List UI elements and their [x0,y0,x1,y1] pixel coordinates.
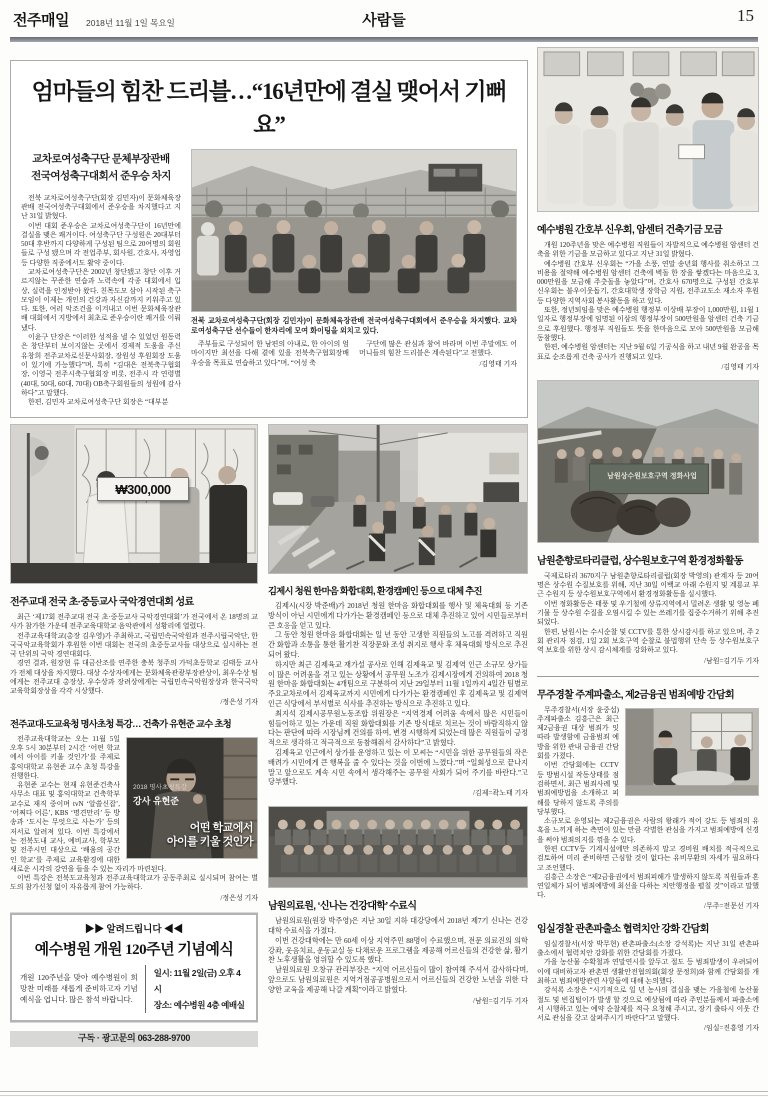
jesus-hospital-photo [537,47,759,212]
byline: /남원=김기두 기자 [473,996,528,1005]
lead-photo [191,149,517,312]
article-headline-gukak: 전주교대 전국 초·중등교사 국악경연대회 성료 [10,597,194,608]
notice-body: 개원 120주년을 맞아 예수병원이 희망찬 미래를 새롭게 준비하고자 기념예식을 엽니다. 많은 참석 바랍니다. [20,973,138,1005]
paragraph: 유현준 교수는 현재 유현준건축사 사무소 대표 및 홍익대학교 건축학부 교수로 재직 중이며 tvN ‘알쓸신잡’, ‘어쩌다 어른’, KBS ‘명견만리’ 등 방송과 ‘도시는 무엇으로 사는가’ 등의 저서로 알려져 있다. 이번 특강에서는 전북도내 교사, 예비교사, 학부모 및 전주시민 대상으로 ‘배움의 공간인 학교’를 주제로 교육환경에 대한 새로운 시각의 강연을 들을 수 있는 자리가 마련된다. [10,781,167,873]
byline: /김영태 기자 [721,362,759,371]
paragraph: 경연 결과, 원장현 류 대금산조를 연주한 충북 청주의 가덕초등학교 김태등 교사가 전체 대상을 차지했다. 대상 수상자에게는 문화체육관광부장관상이, 최우수상 팀에게는 전주교대 총장상, 우수상과 장려상에게는 국립민속국악원장상과 한국국악교육학회장상을 각각 시상했다. [10,659,258,696]
article-body-rotary [537,572,759,666]
section-divider [537,676,759,677]
paragraph: 이번 정화활동은 태풍 및 우기철에 상류지역에서 밀려온 생활 및 영농 폐기물 등 상수원 수질을 오염시킬 수 있는 쓰레기를 집중수거하기 위해 추진되었다. [537,599,759,627]
paragraph: 하지만 최근 김제육교 재가설 공사로 인해 김제육교 및 김제역 인근 소규모 상가들이 많은 어려움을 겪고 있는 상황에서 공무원 노조가 김제시장에게 건의하여 2018 청원 한마음 화합대회는 4개팀으로 구분하여 지난 29일부터 11월 1일까지 4일간 팀별로 주요교차로에서 김제육교까지 시민에게 다가가는 환경캠페인 후 김제육교 및 김제역 인근 식당에서 부서별로 식사를 추진하는 방식으로 추진하고 있다. [268,660,528,708]
paragraph: 한편 CCTV등 기계시설에만 의존하지 말고 경비원 배치를 적극적으로 검토하여 미리 준비하면 근심할 것이 없다는 유비무환의 자세가 필요하다고 조언했다. [537,844,759,872]
paragraph: 남원의료원(원장 박주영)은 지난 30일 지하 대강당에서 2018년 제7기 신나는 건강대학 수료식을 가졌다. [268,917,528,935]
header-rule [10,37,758,42]
paragraph: 김제육교 인근에서 상가를 운영하고 있는 이 모씨는 “시민을 위한 공무원들의 작은 배려가 시민에게 큰 행복을 줄 수 있다는 것을 이번에 느꼈다.”며 “일회성으로 끝나지 말고 앞으로도 계속 시민 속에서 생각해주는 공무원 사회가 되어 주기를 바란다.”고 당부했다. [268,748,528,787]
check-amount: ₩300,000 [115,482,171,497]
article-headline-namwon-health: 남원의료원, ‘신나는 건강대학’ 수료식 [268,901,417,913]
soccer-team-photo-illustration [192,150,516,311]
article-body-imsil [537,940,759,1034]
article-headline-gimje: 김제시 청원 한마음 화합대회, 환경캠페인 등으로 대체 추진 [268,586,482,596]
police-meeting-illustration [626,709,758,795]
masthead: 전주매일 [13,12,69,29]
byline: /정은성 기자 [220,893,258,902]
check-presentation-illustration [11,425,257,583]
paragraph: 가을 농산물 수확철과 연말연시를 앞두고 절도 등 범죄발생이 우려되어 이에 대비하고자 관촌면 생활안전협의회(회장 문정희)와 함께 간담회를 개최하고 범죄예방관련 사항들에 대해 논의했다. [537,958,759,985]
paragraph: 남원의료원 오창규 관리부장은 “지역 어르신들이 많이 참여해 주셔서 감사하다며, 앞으로도 남원의료원은 지역거점공공병원으로서 어르신들의 건강한 노년을 위한 다양한 교육을 제공해 나갈 계획”이라고 밝혔다. [268,966,528,994]
nurses-donation-illustration [538,48,758,211]
bottom-rule-secondary [0,1095,768,1096]
notice-meta [145,965,248,1013]
notice-kicker: ▶▶ 알려드립니다 ◀◀ [84,923,184,935]
gimje-campaign-photo [268,424,528,574]
article-body-gukak [10,613,258,707]
paragraph: 전주교육대학교는 오는 11월 5일 오후 5시 30분부터 2시간 ‘어떤 학교에서 아이를 키울 것인가’를 주제로 홍익대학교 유현준 교수 초청 특강을 진행한다. [10,734,120,780]
paragraph: 한편, 남원시는 수시순찰 및 CCTV를 통한 상시감시를 하고 있으며, 주 2회 관리자 점검, 1일 2회 보호구역 순찰로 불법행위 단속 등 상수원보호구역 보호를 위한 상시 감시체계를 강화하고 있다. [537,627,759,655]
left-column [10,424,258,1086]
lead-subhead-line2: 전국여성축구대회서 준우승 차지 [31,170,171,183]
paragraph: 그 동안 청원 한마음 화합대회는 일 년 동안 고생한 직원들의 노고를 격려하고 직원간 화합과 소통을 통한 활기찬 직장문화 조성 취지로 행사 후 체육대회 방식으로 추진되어 왔다. [268,631,528,659]
byline: /남원=김기두 기자 [704,656,759,665]
byline: /정은성 기자 [220,697,258,706]
muju-meeting-photo [625,708,759,796]
lecture-poster-speaker: 강사 유현준 [133,795,179,806]
right-column [537,47,759,1092]
paragraph: 국제로타리 3670지구 남원춘향로타리클럽(회장 박영의) 관계자 등 20여명은 상수원 수질보호를 위해, 지난 30일 이백교 아래 수원지 및 계룡교 부근 수원지 등 상수원보호구역에서 환경정화활동을 실시했다. [537,571,759,599]
article-headline-lecture: 전주교대-도교육청 명사초청 특강… 건축가 유현준 교수 초청 [10,718,232,729]
paragraph: 최근 ‘제17회 전주교대 전국 초·중등교사 국악경연대회’가 전국에서 온 18명의 교사가 참가한 가운데 전주교육대학교 음악관에서 성황리에 열렸다. [10,613,258,631]
paragraph: 소규모로 운영되는 제2금융권은 사람의 왕래가 적어 강도 등 범죄의 유혹을 느끼게 하는 측면이 있는 만큼 각별한 관심을 가지고 범죄예방에 신경을 써야 범죄의지를 꺾을 수 있다. [537,817,759,844]
paragraph: 전북 교차로여성축구단(회장 김민자)이 문화체육장관배 전국여성축구대회에서 준우승을 차지했다고 지난 31일 밝혔다. [21,193,181,221]
paragraph: 이번 대회 준우승은 교차로여성축구단이 16년만에 결실을 맺은 쾌거이다. 여성축구단 구성원은 20대부터 50대 후반까지 다양하게 구성된 팀으로 20여명의 회원들로 구성 됐으며 각 전업주부, 회사원, 간호사, 자영업 등 다양한 직종에서도 활약 중이다. [21,221,181,267]
paragraph: 교차로여성축구단은 2002년 창단됐고 창단 이후 거르지않는 꾸준한 연습과 노력속에 각종 대회에서 입상, 실력을 인정받아 왔다. 친목도모 삼아 시작된 축구모임이 이제는 개인의 건강과 자신감까지 키워주고 있다. 또한, 여러 악조건을 이겨내고 이번 문화체육장관배 대회에서 지방에서 최초로 준우승이란 쾌거를 이뤄냈다. [21,268,181,332]
paragraph: 김제시(시장 박준배)가 2018년 청원 한마음 화합대회를 행사 및 체육대회 등 기존 방식이 아닌 시민에게 다가가는 환경캠페인 등으로 대체 추진하고 있어 시민들로부터 큰 호응을 얻고 있다. [268,602,528,630]
paragraph: 임실경찰서(서장 박무현) 관촌파출소(소장 강석록)는 지난 31일 관촌파출소에서 협력치안 강화를 위한 간담회를 가졌다. [537,939,759,958]
middle-column [268,424,528,1086]
donation-check [97,477,189,501]
lead-photo-caption: 전북 교차로여성축구단(회장 김민자)이 문화체육장관배 전국여성축구대회에서 준우승을 차지했다. 교차로여성축구단 선수들이 한자리에 모여 화이팅을 외치고 있다. [191,316,517,335]
paragraph: 전주교육대학교(총장 김우영)가 주최하고, 국립민속국악원과 전주시립국악단, 한국국악교육학회가 후원한 이번 대회는 전국의 초중등교사들 대상으로 실시하는 전국 단위의 국악 경연대회다. [10,631,258,659]
paragraph: 예수병원 간호부 신우회는 “가을 소풍, 연말 송년회 행사를 취소하고 그 비용을 절약해 예수병원 암센터 건축에 벽돌 한 장을 쌓겠다는 마음으로 3,000만원을 모금해 주춧돌을 놓았다”며, 간호사 670명으로 구성된 간호부 신우회는 불우이웃돕기, 간호대학생 장학금 지원, 전주교도소 재소자 후원 등 다양한 지역사회 봉사활동을 하고 있다. [537,259,759,305]
paragraph: 이번 건강대학에는 만 60세 이상 지역주민 88명이 수료했으며, 전문 의료진의 의학강좌, 웃음치료, 운동교실 등 다채로운 프로그램을 제공해 어르신들의 건강한 삶, 활기찬 노후생활을 영위할 수 있도록 했다. [268,936,528,965]
lecture-poster-photo [126,737,258,859]
paragraph: 강석록 소장은 “시기적으로 일 년 농사의 결실을 맺는 가을철에 농산물 절도 및 빈집털이가 발생 할 것으로 예상됨에 따라 주민분들께서 파출소에서 시행하고 있는 예약 순찰제를 적극 요청해 주시고, 장기 출타시 이웃 간 서로 관심을 갖고 살펴주시기 바란다”고 말했다. [537,986,759,1023]
lead-body-col2 [191,340,349,388]
paragraph: 한편, 김민자 교차로여성축구단 회장은 “대부분 [28,398,169,407]
paragraph: 이윤구 단장은 “이러한 성적을 낼 수 있었던 원동력은 창단부터 보이지않는 곳에서 경제적 도움을 주신 유창희 전주교차로신문사회장, 장원성 후원회장 도움이 있기에 가능했다”며, 특히 “김대은 전북축구협회장, 이영국 전주시축구협회장 비롯, 전주시 각 연령별(40대, 50대, 60대, 70대) OB축구회원들의 성원에 감사하다”고 말했다. [21,333,181,397]
bottom-rule [0,1091,768,1092]
paragraph: 한편, 예수병원 암센터는 지난 9월 6일 기공식을 하고 내년 9월 완공을 목표로 순조롭게 건축 공사가 진행되고 있다. [537,343,759,361]
lead-subhead [21,151,181,186]
paragraph: 최지석 김제시공무원노동조합 위원장은 “지역경제 어려움 속에서 많은 시민들이 힘들어하고 있는 가운데 직원 화합대회를 기존 방식대로 치르는 것이 바람직하지 않다는 판단에 따라 시장님께 건의를 하여, 변경 시행하게 되었는데 많은 직원들이 긍정적으로 생각하고 적극적으로 동참해줘서 감사하다”고 밝혔다. [268,709,528,748]
cleanup-activity-illustration [538,381,758,542]
paragraph: 또한, 정년퇴임을 맞은 예수병원 행정부 이상배 부장이 1,000만원, 11월 1일자로 행정부장에 임명된 이삼의 행정부장이 500만원을 암센터 건축 기금으로 후원했다. 행정부 직원들도 뜻을 한마음으로 모아 500만원을 모금해 동참했다. [537,306,759,342]
byline: /임실=진흥영 기자 [704,1024,759,1033]
lead-byline: /김영태 기자 [479,359,517,368]
rotary-cleanup-photo [537,380,759,543]
byline: /김제=곽노태 기자 [473,789,528,798]
notice-where: 장소: 예수병원 4층 예배실 [153,1000,245,1010]
article-body-muju [537,706,759,911]
paragraph: 김흥근 소장은 “제2금융권에서 범죄피해가 발생하지 않도록 직원들과 혼연일체가 되어 범죄예방에 최선을 다하는 치안행정을 펼칠 것”이라고 말했다. [537,872,759,900]
article-headline-jesus: 예수병원 간호부 신우회, 암센터 건축기금 모금 [537,225,723,236]
lecture-poster-title [167,822,253,850]
article-headline-muju: 무주경찰 주계파출소, 제2금융권 범죄예방 간담회 [537,689,735,701]
subscription-contact-bar: 구독 · 광고문의 063-288-9700 [10,1031,258,1047]
lead-headline: 엄마들의 힘찬 드리블…“16년만에 결실 맺어서 기뻐요” [31,79,507,137]
street-campaign-illustration [269,425,527,573]
article-body-namwon-health [268,917,528,1005]
notice-title: 예수병원 개원 120주년 기념예식 [34,941,234,958]
paragraph: 개원 120주년을 맞은 예수병원 직원들이 자발적으로 예수병원 암센터 건축을 위한 기금을 모금하고 있다고 지난 31일 밝혔다. [537,241,759,259]
lecture-poster-title-line1: 어떤 학교에서 [189,822,253,835]
paragraph: 주부들로 구성되어 한 남편의 아내로, 한 아이의 엄마이지만 최선을 다해 곁에 있을 전북축구협회장배 우승을 목표로 연습하고 있다”며, “여성 축 [191,340,349,367]
section-title: 사람들 [362,12,406,29]
lead-article [10,60,528,418]
article-body-jesus [537,241,759,372]
notice-box [10,913,258,1022]
paragraph: 이번 간담회에는 CCTV등 방범시설 작동상태를 점검하면서, 최근 범죄사례 및 범죄예방법을 소개하고 피해를 당하지 않도록 주의를 당부했다. [537,761,619,816]
lecture-poster-tagline: 2018 명사초청특강 [133,783,187,791]
donation-check-photo [10,424,258,584]
namwon-health-group-photo [268,806,528,888]
article-body-lecture [10,735,258,903]
page-number: 15 [737,6,754,25]
article-body-gimje [268,602,528,798]
paragraph: 이번 특강은 전북도교육청과 전주교육대학교가 공동주최로 실시되며 참여는 별도의 참가신청 없이 자유롭게 참여 가능하다. [10,874,258,892]
group-photo-illustration [269,807,527,887]
cleanup-banner-text: 남원상수원보호구역 정화사업 [607,472,697,480]
article-headline-rotary: 남원춘향로타리클럽, 상수원보호구역 환경정화활동 [537,555,743,567]
lead-subhead-line1: 교차로여성축구단 문체부장관배 [32,153,170,165]
byline: /무주=전문선 기자 [704,901,759,910]
notice-when: 일시: 11월 2일(금) 오후 4시 [153,967,241,994]
lecture-poster-title-line2: 아이를 키울 것인가 [166,835,253,848]
paragraph: 구단에 많은 관심과 참여 바라며 이번 주말에도 어머니들의 힘찬 드리블은 계속된다”고 전했다. [359,340,517,358]
paragraph: 무주경찰서(서장 윤중섭) 주계파출소 김흥근은 최근 제2금융권 대상 범죄가 잇따라 발생함에 금융범죄 예방을 위한 관내 금융권 간담회를 가졌다. [537,705,619,761]
lead-body-col3 [359,340,517,388]
issue-date: 2018년 11월 1일 목요일 [86,18,175,28]
article-headline-imsil: 임실경찰 관촌파출소 협력치안 강화 간담회 [537,923,709,935]
lead-body-col1 [21,194,181,408]
